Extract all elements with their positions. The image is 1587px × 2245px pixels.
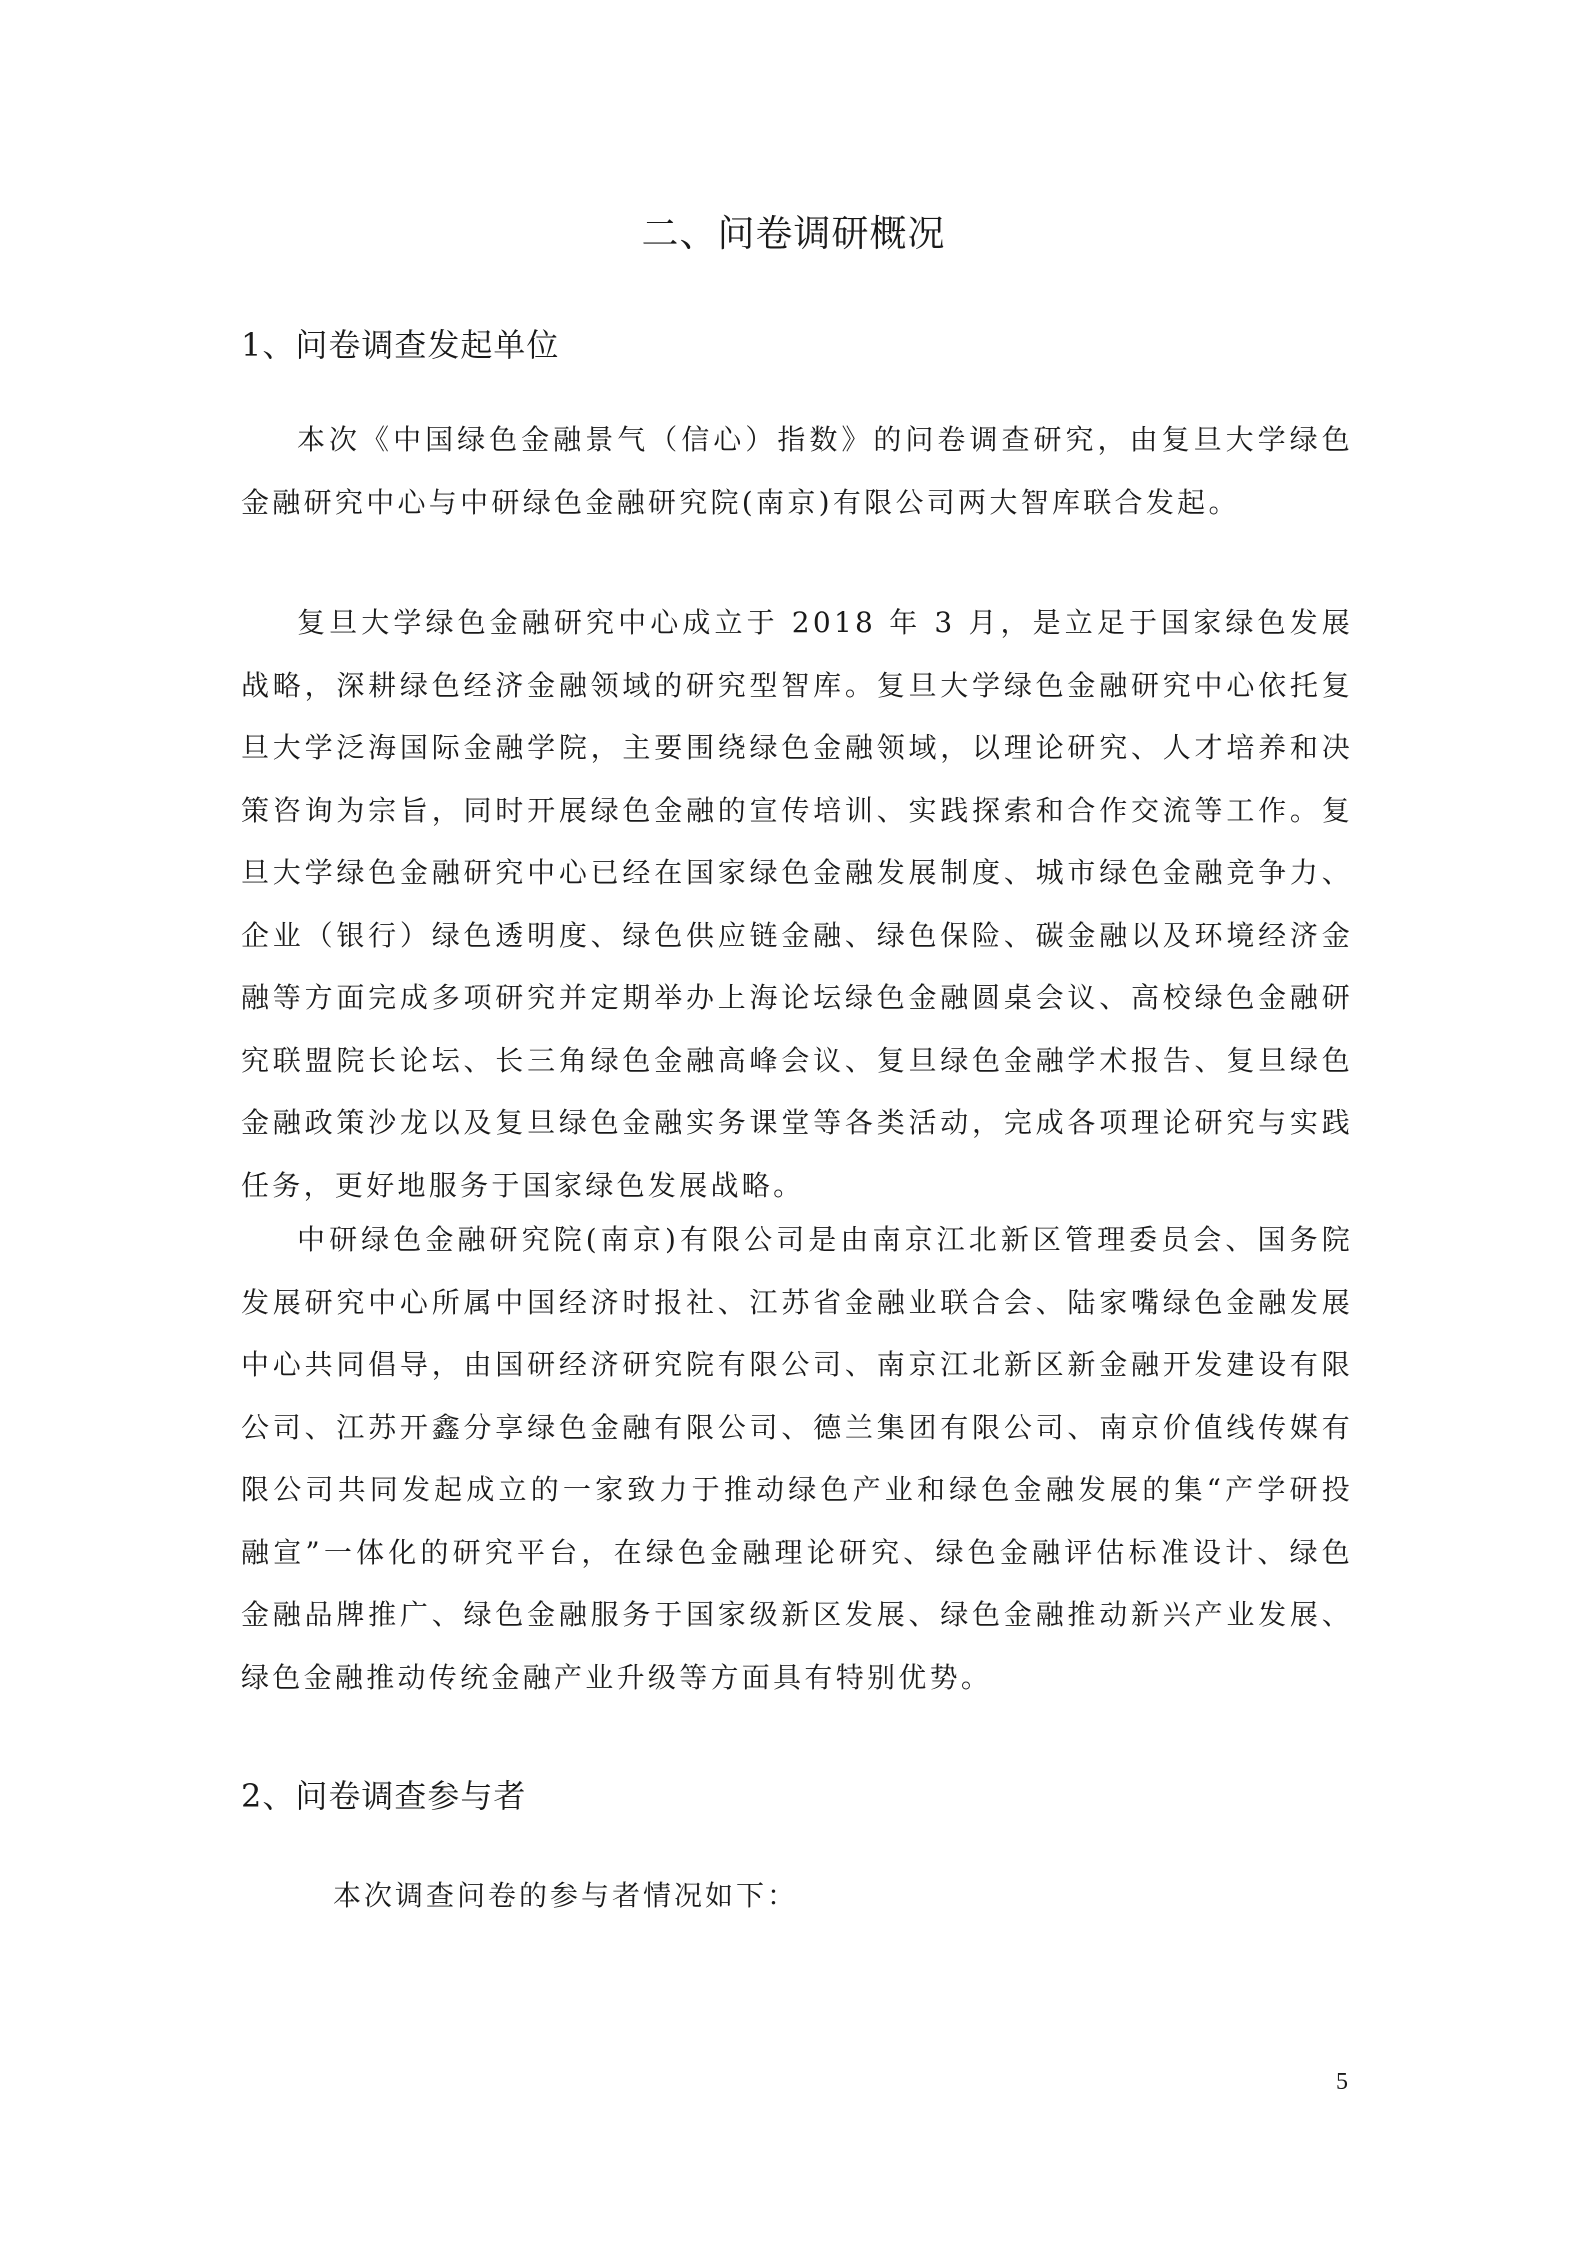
section-heading-initiators: 1、问卷调查发起单位 [241, 326, 560, 364]
participants-lead-text: 本次调查问卷的参与者情况如下： [333, 1879, 799, 1912]
paragraph-survey-intro: 本次《中国绿色金融景气（信心）指数》的问卷调查研究，由复旦大学绿色金融研究中心与中研绿色金融研究院(南京)有限公司两大智库联合发起。 [241, 423, 1353, 519]
page-number: 5 [1336, 2069, 1348, 2095]
paragraph-zhongyan-institute: 中研绿色金融研究院(南京)有限公司是由南京江北新区管理委员会、国务院发展研究中心所属中国经济时报社、江苏省金融业联合会、陆家嘴绿色金融发展中心共同倡导，由国研经济研究院有限公司、南京江北新区新金融开发建设有限公司、江苏开鑫分享绿色金融有限公司、德兰集团有限公司、南京价值线传媒有限公司共同发起成立的一家致力于推动绿色产业和绿色金融发展的集“产学研投融宣”一体化的研究平台，在绿色金融理论研究、绿色金融评估标准设计、绿色金融品牌推广、绿色金融服务于国家级新区发展、绿色金融推动新兴产业发展、绿色金融推动传统金融产业升级等方面具有特别优势。 [241, 1223, 1353, 1694]
page-title: 二、问卷调研概况 [641, 212, 946, 255]
section-heading-participants: 2、问卷调查参与者 [241, 1777, 527, 1815]
paragraph-fudan-center: 复旦大学绿色金融研究中心成立于 2018 年 3 月，是立足于国家绿色发展战略，深耕绿色经济金融领域的研究型智库。复旦大学绿色金融研究中心依托复旦大学泛海国际金融学院，主要围绕绿色金融领域，以理论研究、人才培养和决策咨询为宗旨，同时开展绿色金融的宣传培训、实践探索和合作交流等工作。复旦大学绿色金融研究中心已经在国家绿色金融发展制度、城市绿色金融竞争力、企业（银行）绿色透明度、绿色供应链金融、绿色保险、碳金融以及环境经济金融等方面完成多项研究并定期举办上海论坛绿色金融圆桌会议、高校绿色金融研究联盟院长论坛、长三角绿色金融高峰会议、复旦绿色金融学术报告、复旦绿色金融政策沙龙以及复旦绿色金融实务课堂等各类活动，完成各项理论研究与实践任务，更好地服务于国家绿色发展战略。 [241, 606, 1353, 1202]
